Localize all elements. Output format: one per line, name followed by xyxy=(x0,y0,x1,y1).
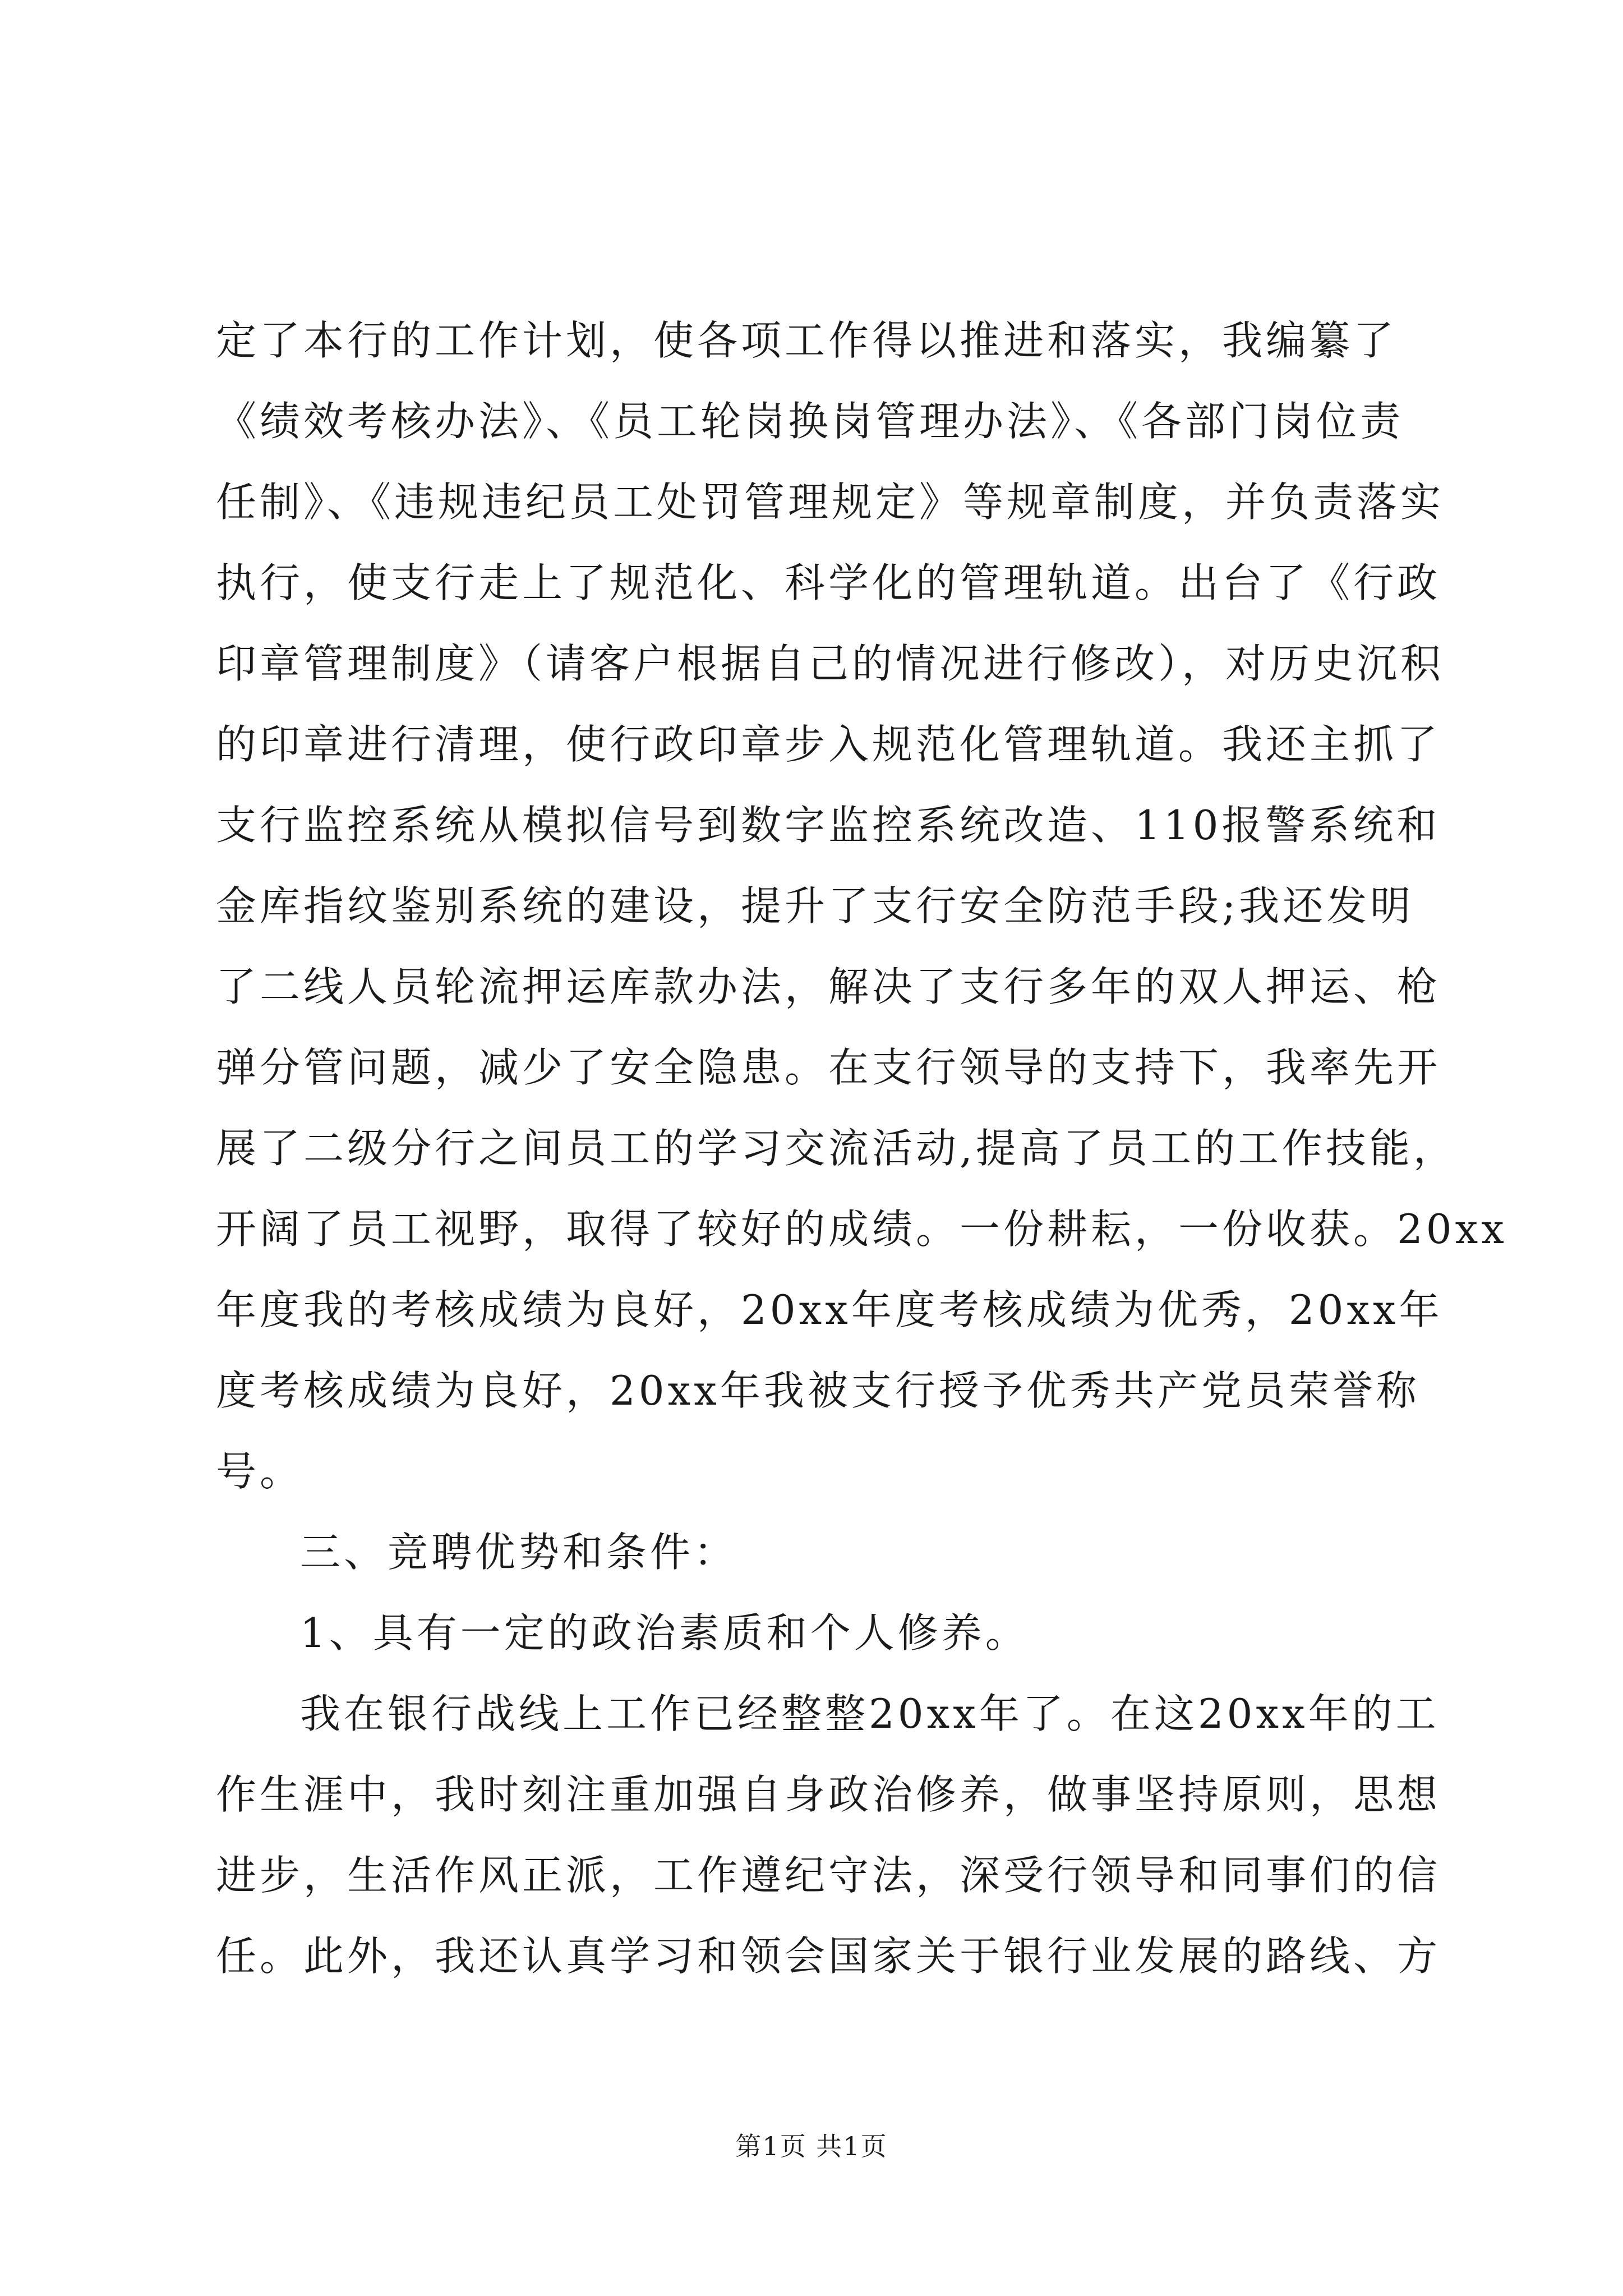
page-footer: 第1页 共1页 xyxy=(735,2131,888,2161)
paragraph-line: 进步，生活作风正派，工作遵纪守法，深受行领导和同事们的信 xyxy=(216,1852,1441,1899)
body-line: 执行，使支行走上了规范化、科学化的管理轨道。出台了《行政 xyxy=(216,559,1441,606)
body-line: 了二线人员轮流押运库款办法，解决了支行多年的双人押运、枪 xyxy=(216,963,1441,1010)
body-line: 展了二级分行之间员工的学习交流活动,提高了员工的工作技能， xyxy=(216,1125,1457,1172)
body-line: 开阔了员工视野，取得了较好的成绩。一份耕耘，一份收获。20xx xyxy=(216,1205,1507,1253)
body-line: 定了本行的工作计划，使各项工作得以推进和落实，我编纂了 xyxy=(216,317,1398,364)
body-line: 年度我的考核成绩为良好，20xx年度考核成绩为优秀，20xx年 xyxy=(216,1286,1443,1333)
paragraph-line: 任。此外，我还认真学习和领会国家关于银行业发展的路线、方 xyxy=(216,1932,1441,1980)
body-line: 号。 xyxy=(216,1448,304,1495)
body-line: 《绩效考核办法》、《员工轮岗换岗管理办法》、《各部门岗位责 xyxy=(216,398,1404,445)
body-line: 度考核成绩为良好，20xx年我被支行授予优秀共产党员荣誉称 xyxy=(216,1367,1420,1414)
document-body xyxy=(216,300,1507,1996)
body-line: 的印章进行清理，使行政印章步入规范化管理轨道。我还主抓了 xyxy=(216,721,1441,768)
body-line: 任制》、《违规违纪员工处罚管理规定》等规章制度，并负责落实 xyxy=(216,478,1445,526)
section-heading: 三、竞聘优势和条件： xyxy=(300,1529,738,1576)
body-line: 金库指纹鉴别系统的建设，提升了支行安全防范手段;我还发明 xyxy=(216,882,1414,930)
subheading: 1、具有一定的政治素质和个人修养。 xyxy=(300,1609,1029,1657)
paragraph-line: 作生涯中，我时刻注重加强自身政治修养，做事坚持原则，思想 xyxy=(216,1771,1441,1818)
body-line: 印章管理制度》（请客户根据自己的情况进行修改），对历史沉积 xyxy=(216,640,1445,687)
body-line: 支行监控系统从模拟信号到数字监控系统改造、110报警系统和 xyxy=(216,802,1441,849)
body-line: 弹分管问题，减少了安全隐患。在支行领导的支持下，我率先开 xyxy=(216,1044,1441,1091)
paragraph-line: 我在银行战线上工作已经整整20xx年了。在这20xx年的工 xyxy=(300,1690,1440,1737)
